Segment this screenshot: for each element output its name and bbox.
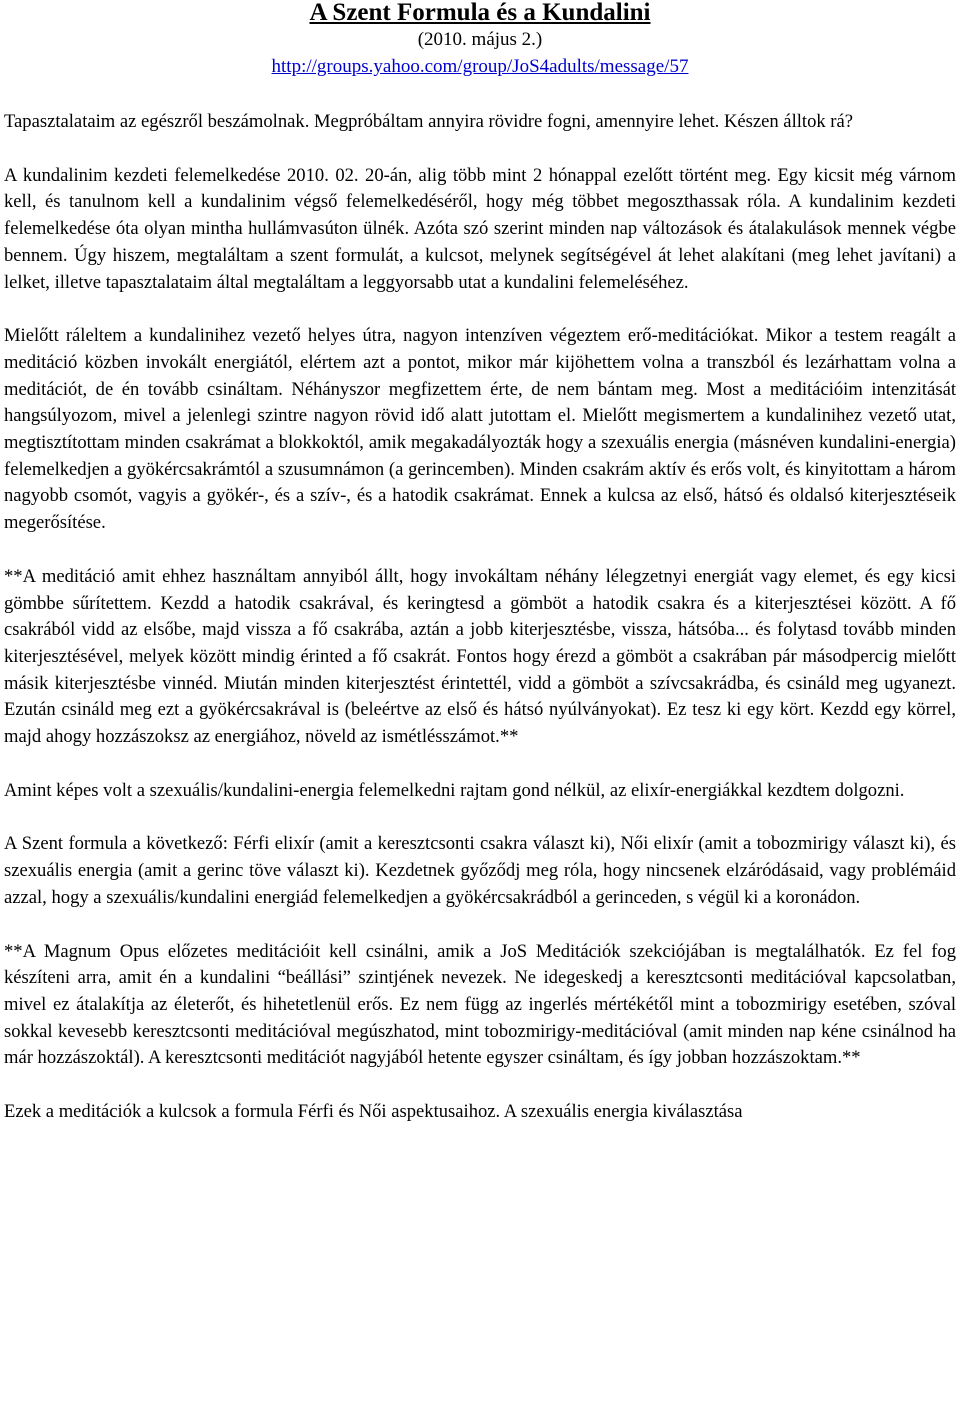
paragraph: A kundalinim kezdeti felemelkedése 2010. 02. 20-án, alig több mint 2 hónappal ezelőtt történt meg. Egy kicsit még várnom kell, és tanulnom kell a kundalinim végső felemelkedéséről, hogy még többet megoszthassak róla. A kundalinim kezdeti felemelkedése óta olyan mintha hullámvasúton ülnék. Azóta szó szerint minden nap változások és átalakulások mennek végbe bennem. Úgy hiszem, megtaláltam a szent formulát, a kulcsot, melynek segítségével át lehet alakítani (meg lehet javítani) a lelket, illetve tapasztalataim által megtaláltam a leggyorsabb utat a kundalini felemeléséhez. <box>4 164 956 293</box>
paragraph: Amint képes volt a szexuális/kundalini-energia felemelkedni rajtam gond nélkül, az elixír-energiákkal kezdtem dolgozni. <box>4 779 905 801</box>
document-date: (2010. május 2.) <box>417 29 543 50</box>
paragraph: **A Magnum Opus előzetes meditációit kell csinálni, amik a JoS Meditációk szekciójában is megtalálhatók. Ez fel fog készíteni arra, amit én a kundalini “beállási” szintjének nevezek. Ne idegeskedj a keresztcsonti meditációval kapcsolatban, mivel ez átalakítja az életerőt, és hihetetlenül erős. Ez nem függ az ingerlés mértékétől mint a tobozmirigy esetében, szóval sokkal kevesebb keresztcsonti meditációval megúszhatod, mint tobozmirigy-meditációval (amit minden nap kéne csinálnod ha már hozzászoktál). A keresztcsonti meditációt nagyjából hetente egyszer csináltam, és így jobban hozzászoktam.** <box>4 940 956 1069</box>
document-page <box>4 0 956 1126</box>
document-title: A Szent Formula és a Kundalini <box>309 0 651 26</box>
source-link[interactable]: http://groups.yahoo.com/group/JoS4adults/message/57 <box>271 56 689 77</box>
paragraph: **A meditáció amit ehhez használtam annyiból állt, hogy invokáltam néhány lélegzetnyi energiát vagy elemet, és egy kicsi gömbbe sűrítettem. Kezdd a hatodik csakrával, és keringtesd a gömböt a hatodik csakra és a kiterjesztései között. A fő csakrából vidd az elsőbe, majd vissza a fő csakrába, aztán a jobb kiterjesztésbe, vissza, hátsóba... és folytasd tovább minden kiterjesztésével, melyek között mindig érinted a fő csakrát. Fontos hogy érezd a gömböt a csakrában pár másodpercig mielőtt másik kiterjesztésbe vinnéd. Miután minden kiterjesztést érintettél, vidd a gömböt a szívcsakrádba, és csináld meg ugyanezt. Ezután csináld meg ezt a gyökércsakrával is (beleértve az első és hátsó nyúlványokat). Ez tesz ki egy kört. Kezdd egy körrel, majd ahogy hozzászoksz az energiához, növeld az ismétlésszámot.** <box>4 565 956 748</box>
document-header <box>4 0 956 82</box>
paragraph: Ezek a meditációk a kulcsok a formula Férfi és Női aspektusaihoz. A szexuális energia kiválasztása <box>4 1101 743 1123</box>
paragraph: Mielőtt ráleltem a kundalinihez vezető helyes útra, nagyon intenzíven végeztem erő-meditációkat. Mikor a testem reagált a meditáció közben invokált energiától, elértem azt a pontot, mikor már kijöhettem volna a transzból és lezárhattam volna a meditációt, de én tovább csináltam. Néhányszor megfizettem érte, de nem bántam meg. Most a meditációim intenzitását hangsúlyozom, mivel a jelenlegi szintre nagyon rövid idő alatt jutottam el. Mielőtt megismertem a kundalinihez vezető utat, megtisztítottam minden csakrámat a blokkoktól, amik megakadályozták hogy a szexuális energia (másnéven kundalini-energia) felemelkedjen a gyökércsakrámtól a szusumnámon (a gerincemben). Minden csakrám aktív és erős volt, és kinyitottam a három nagyobb csomót, vagyis a gyökér-, és a szív-, és a hatodik csakrámat. Ennek a kulcsa az első, hátsó és oldalsó kiterjesztéseik megerősítése. <box>4 325 956 534</box>
paragraph: A Szent formula a következő: Férfi elixír (amit a keresztcsonti csakra választ ki), Női elixír (amit a tobozmirigy választ ki), és szexuális energia (amit a gerinc töve választ ki). Kezdetnek győződj meg róla, hogy nincsenek elzáródásaid, vagy problémáid azzal, hogy a szexuális/kundalini energiád felemelkedjen a gyökércsakrádból a gerinceden, s végül ki a koronádon. <box>4 833 956 908</box>
paragraph: Tapasztalataim az egészről beszámolnak. Megpróbáltam annyira rövidre fogni, amennyire lehet. Készen álltok rá? <box>4 111 854 132</box>
